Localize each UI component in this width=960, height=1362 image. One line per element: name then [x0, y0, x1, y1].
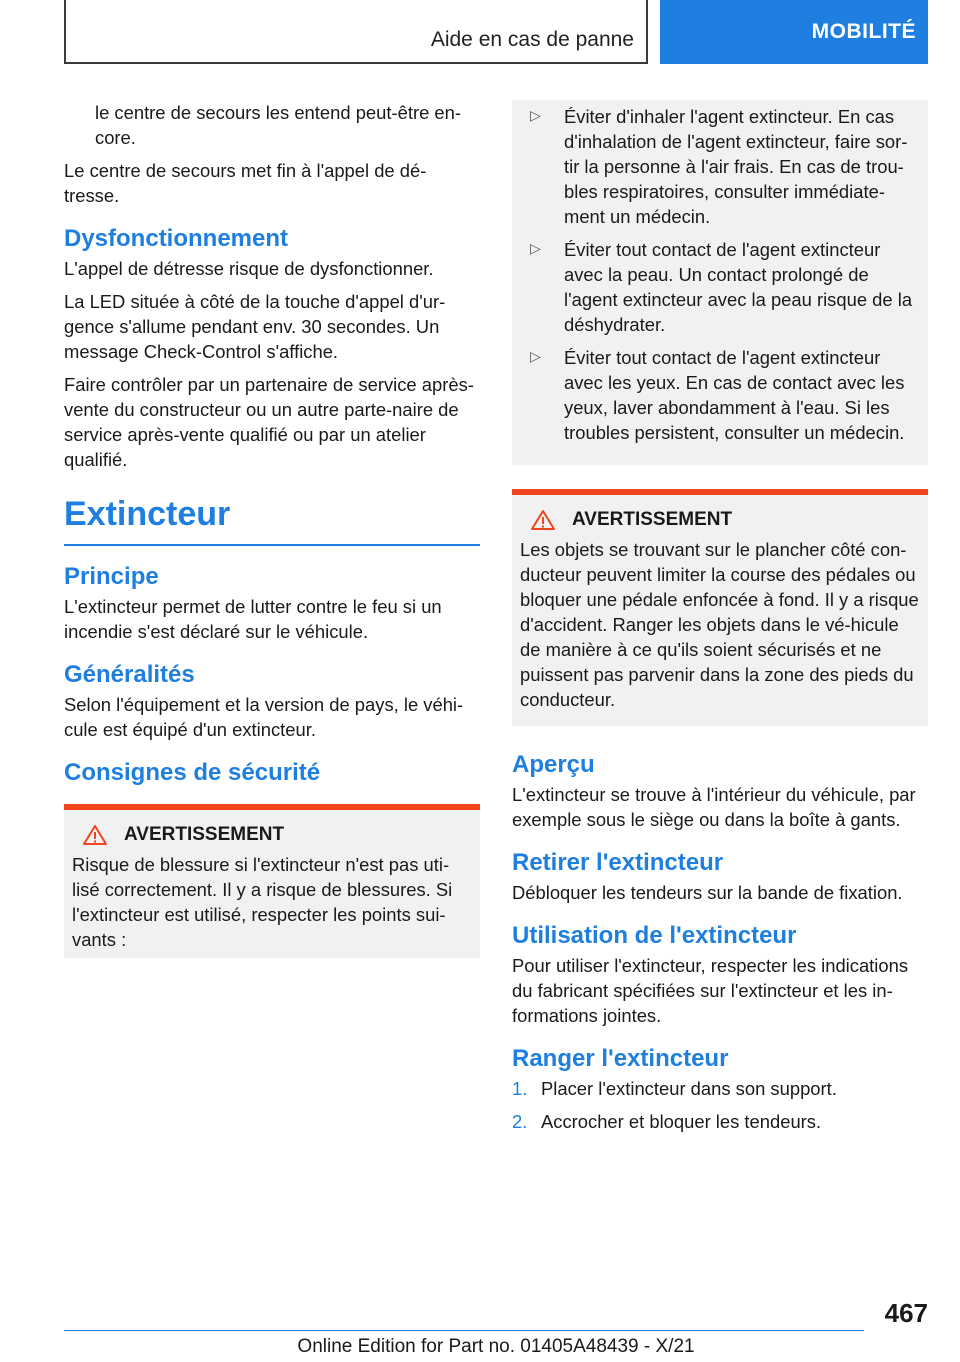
heading-utilisation: Utilisation de l'extincteur — [512, 922, 797, 949]
paragraph: le centre de secours les entend peut-être en-core. — [95, 102, 461, 148]
warning-triangle-icon — [82, 824, 108, 846]
paragraph: L'extincteur permet de lutter contre le feu si un incendie s'est déclaré sur le véhicule. — [64, 596, 442, 642]
bullet-triangle-icon: ▷ — [530, 240, 541, 256]
paragraph: L'extincteur se trouve à l'intérieur du véhicule, par exemple sous le siège ou dans la boîte à gants. — [512, 784, 916, 830]
paragraph: L'appel de détresse risque de dysfonctionner. — [64, 258, 434, 279]
warning-box — [64, 804, 480, 958]
list-item — [520, 237, 920, 337]
bullet-list — [512, 100, 928, 465]
paragraph: Faire contrôler par un partenaire de service après-vente du constructeur ou un autre parte-naire de service après-vente qualifié ou par un atelier qualifié. — [64, 374, 474, 470]
page-number: 467 — [884, 1298, 928, 1328]
list-item — [520, 104, 920, 229]
heading-dysfonctionnement: Dysfonctionnement — [64, 225, 289, 252]
bullet-text: Éviter tout contact de l'agent extincteur avec la peau. Un contact prolongé de l'agent extincteur avec la peau risque de la déshydrater. — [564, 239, 913, 335]
left-column — [64, 100, 480, 958]
chapter-tab — [660, 0, 928, 64]
warning-box — [512, 489, 928, 726]
heading-consignes: Consignes de sécurité — [64, 759, 321, 786]
warning-title — [520, 509, 920, 531]
heading-apercu: Aperçu — [512, 751, 595, 778]
edition-text: Online Edition for Part no. 01405A48439 - X/21 — [297, 1336, 695, 1357]
header-frame — [64, 0, 648, 64]
heading-generalites: Généralités — [64, 661, 195, 688]
page-header — [64, 0, 928, 66]
list-item — [512, 1076, 928, 1101]
bullet-triangle-icon: ▷ — [530, 348, 541, 364]
warning-text: Les objets se trouvant sur le plancher côté con-ducteur peuvent limiter la course des pédales ou bloquer une pédale enfoncée à fond. Il y a risque d'accident. Ranger les objets dans le vé-hicule de manière à ce qu'ils soient sécurisés et ne puissent pas parvenir dans la zone des pieds du conducteur. — [520, 539, 919, 710]
paragraph: Selon l'équipement et la version de pays, le véhi-cule est équipé d'un extincteur. — [64, 694, 464, 740]
heading-principe: Principe — [64, 563, 159, 590]
heading-ranger: Ranger l'extincteur — [512, 1045, 729, 1072]
list-item — [520, 345, 920, 445]
list-item — [512, 1109, 928, 1134]
step-number: 2. — [512, 1111, 528, 1132]
warning-triangle-icon — [530, 509, 556, 531]
bullet-triangle-icon: ▷ — [530, 107, 541, 123]
section-title: Aide en cas de panne — [430, 28, 634, 51]
step-text: Placer l'extincteur dans son support. — [541, 1078, 837, 1099]
bullet-text: Éviter d'inhaler l'agent extincteur. En cas d'inhalation de l'agent extincteur, faire sor-tir la personne à l'air frais. En cas de trou-bles respiratoires, consulter immédiate-ment un médecin. — [564, 106, 908, 227]
warning-text: Risque de blessure si l'extincteur n'est pas uti-lisé correctement. Il y a risque de blessures. Si l'extincteur est utilisé, respecter les points sui-vants : — [72, 854, 453, 950]
step-number: 1. — [512, 1078, 528, 1099]
paragraph: Pour utiliser l'extincteur, respecter les indications du fabricant spécifiées sur l'extincteur et les in-formations jointes. — [512, 955, 909, 1026]
paragraph: Le centre de secours met fin à l'appel de dé-tresse. — [64, 160, 427, 206]
bullet-text: Éviter tout contact de l'agent extincteur avec les yeux. En cas de contact avec les yeux, laver abondamment à l'eau. Si les troubles persistent, consulter un médecin. — [564, 347, 905, 443]
numbered-list — [512, 1076, 928, 1134]
paragraph: Débloquer les tendeurs sur la bande de fixation. — [512, 882, 903, 903]
heading-extincteur: Extincteur — [64, 492, 480, 546]
paragraph: La LED située à côté de la touche d'appel d'ur-gence s'allume pendant env. 30 secondes. Un message Check-Control s'affiche. — [64, 291, 446, 362]
chapter-label: MOBILITÉ — [811, 20, 916, 43]
warning-label: AVERTISSEMENT — [572, 509, 733, 530]
warning-title — [72, 824, 472, 846]
heading-retirer: Retirer l'extincteur — [512, 849, 724, 876]
step-text: Accrocher et bloquer les tendeurs. — [541, 1111, 822, 1132]
footer-rule — [64, 1330, 864, 1331]
right-column — [512, 100, 928, 1142]
warning-label: AVERTISSEMENT — [124, 824, 285, 845]
